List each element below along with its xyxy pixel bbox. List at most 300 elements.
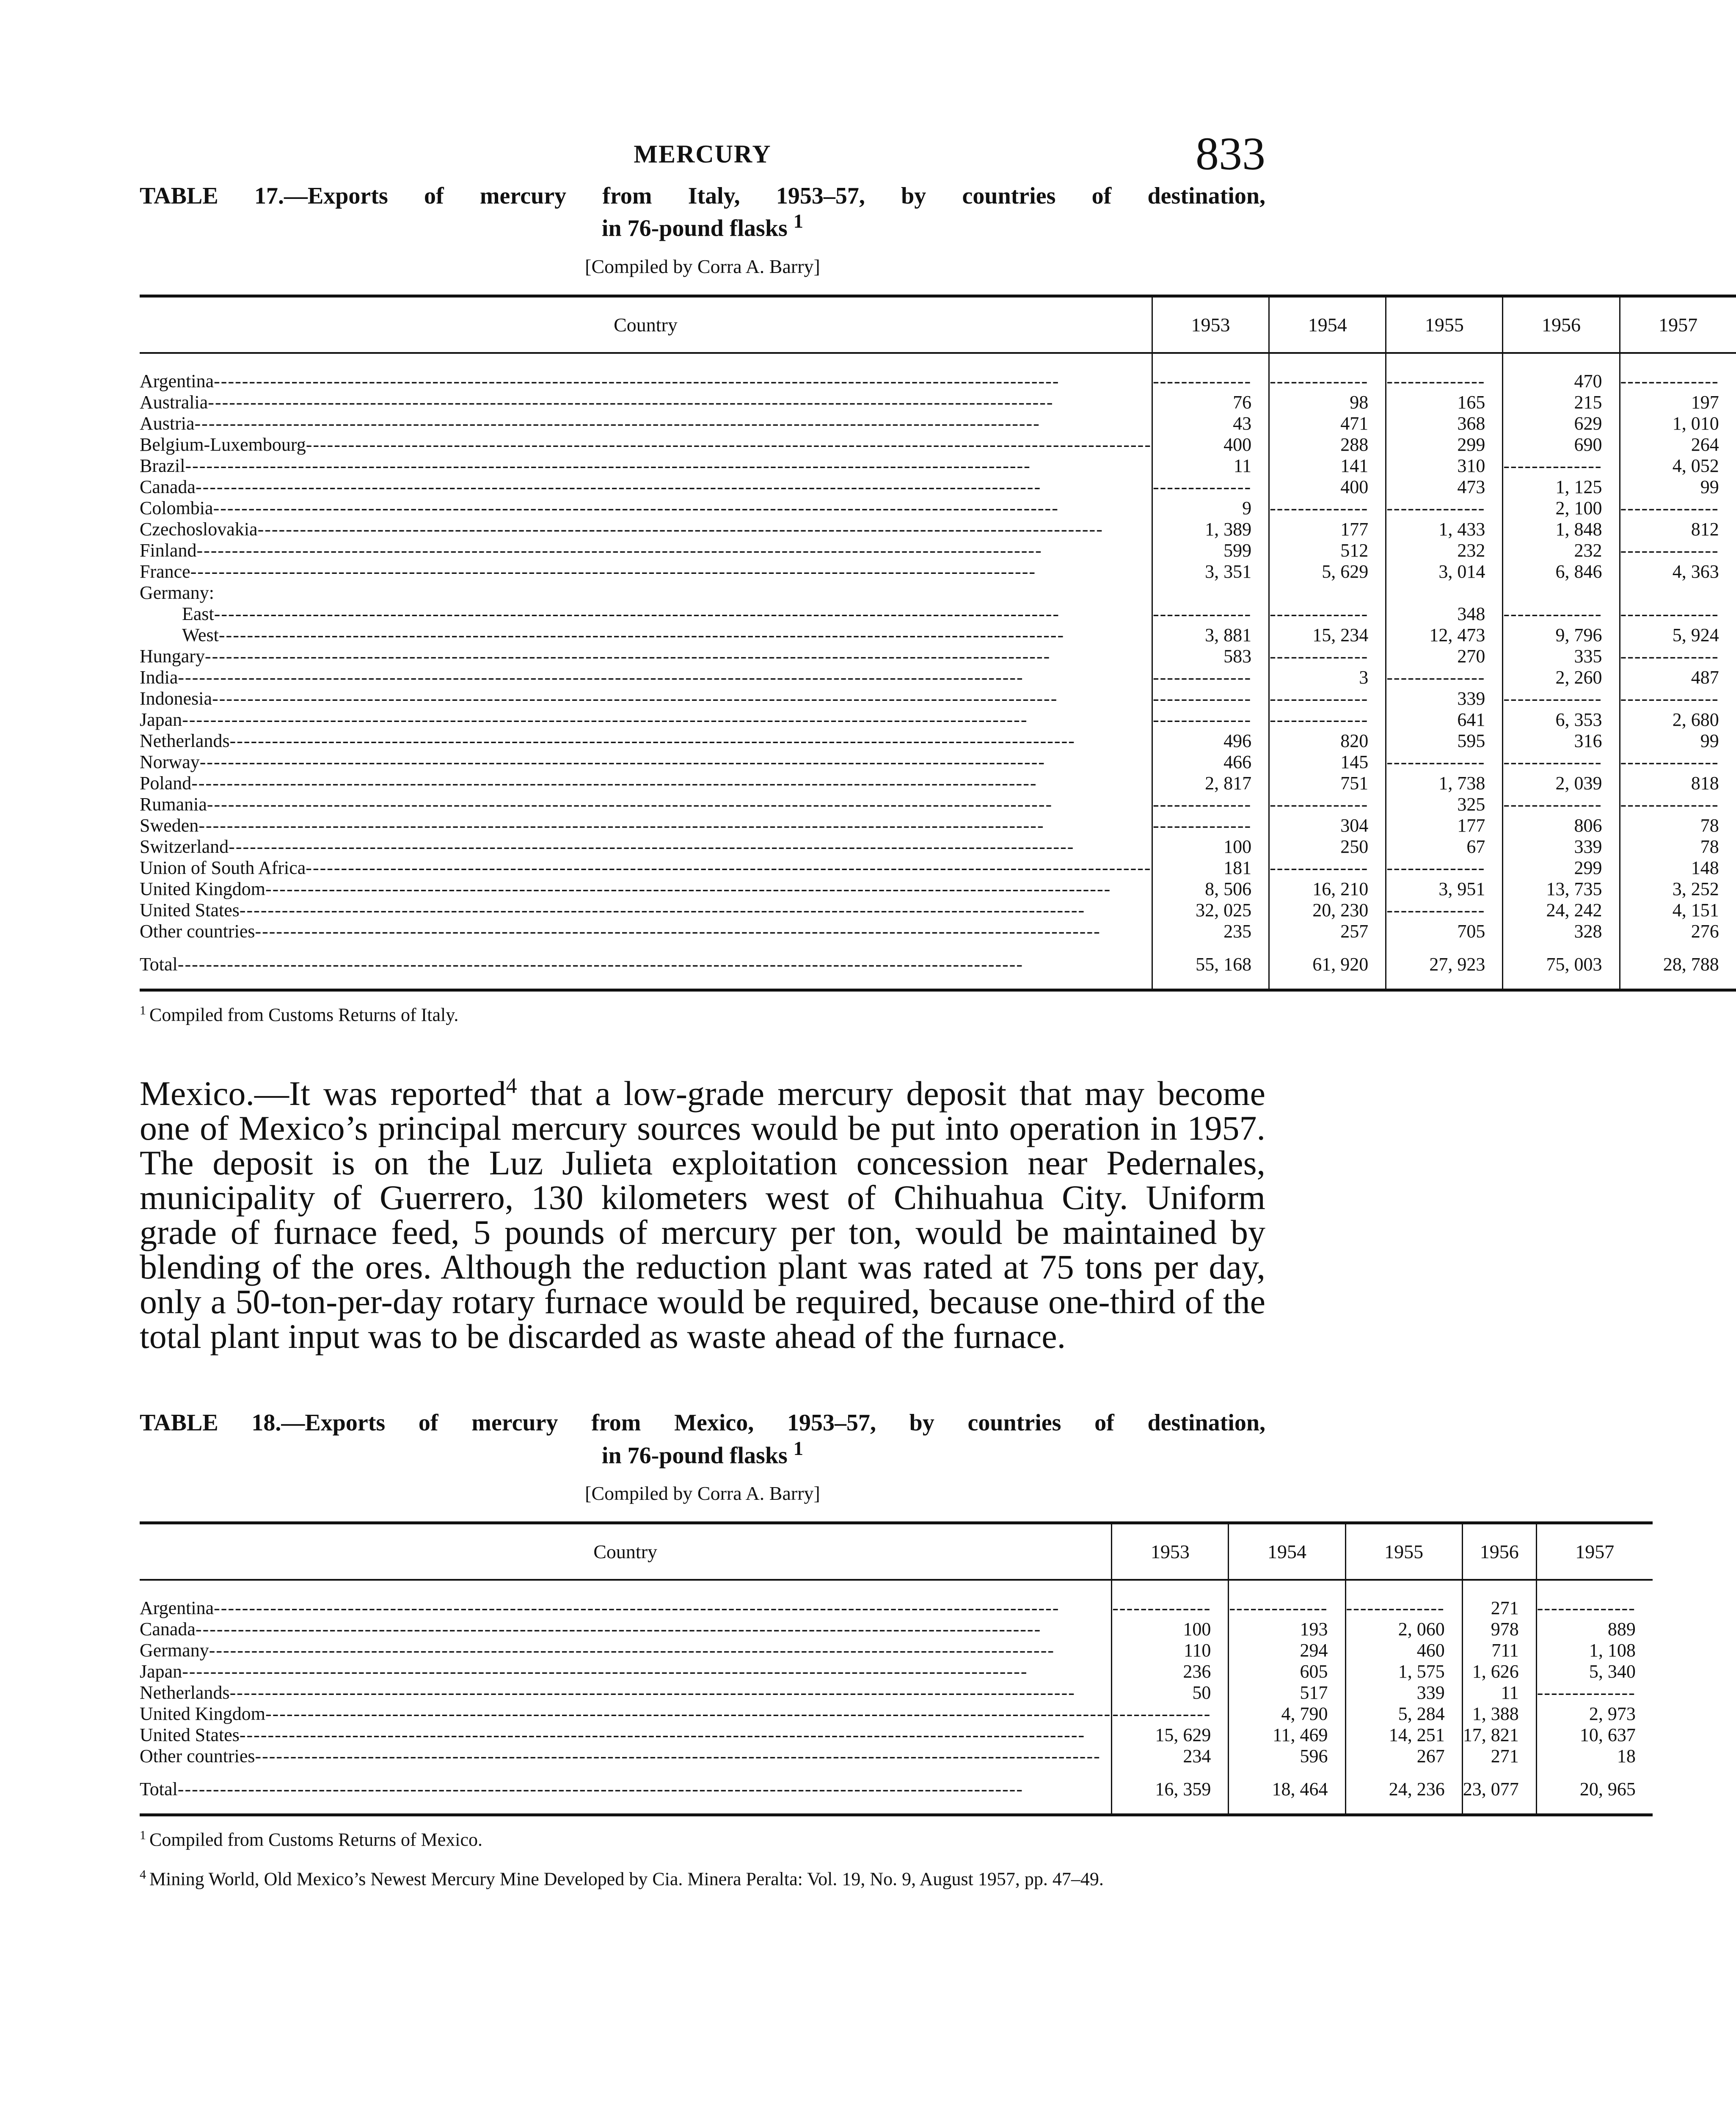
- value-cell-1957: 3, 252: [1620, 879, 1736, 900]
- mexico-paragraph: [140, 1076, 1265, 1354]
- no-data-dashes: [1270, 646, 1368, 667]
- value-cell-1957: 1, 108: [1536, 1640, 1653, 1661]
- value-cell-1957: 10, 637: [1536, 1725, 1653, 1746]
- value-cell-1954: 304: [1269, 815, 1386, 836]
- no-data-dashes: [1503, 752, 1602, 772]
- value-cell-1954: 177: [1269, 519, 1386, 540]
- country-cell: Norway -----: [140, 752, 1152, 773]
- no-data-dashes: [1620, 603, 1719, 624]
- value-cell-1953: 181: [1152, 857, 1269, 879]
- table18-total-1954: 18, 464: [1229, 1767, 1345, 1815]
- value-cell-1955: 339: [1386, 688, 1503, 709]
- value-cell-1957: [1620, 498, 1736, 519]
- value-cell-1953: 1, 389: [1152, 519, 1269, 540]
- value-cell-1955: 1, 575: [1345, 1661, 1462, 1682]
- country-cell: Canada -----: [140, 477, 1152, 498]
- table18-col-1953: 1953: [1112, 1523, 1229, 1580]
- value-cell-1957: 148: [1620, 857, 1736, 879]
- value-cell-1954: [1269, 498, 1386, 519]
- table18-total-1953: 16, 359: [1112, 1767, 1229, 1815]
- value-cell-1955: 165: [1386, 392, 1503, 413]
- country-cell: Australia -----: [140, 392, 1152, 413]
- table18-footnote: [140, 1828, 1265, 1851]
- value-cell-1953: 234: [1112, 1746, 1229, 1767]
- table17-total-1956: 75, 003: [1503, 942, 1620, 990]
- table-row: [140, 879, 1736, 900]
- value-cell-1957: 264: [1620, 434, 1736, 455]
- value-cell-1954: [1269, 582, 1386, 603]
- table-row: [140, 815, 1736, 836]
- table-row: [140, 921, 1736, 942]
- value-cell-1953: 235: [1152, 921, 1269, 942]
- value-cell-1953: 9: [1152, 498, 1269, 519]
- value-cell-1957: [1620, 582, 1736, 603]
- table17-body: [140, 353, 1736, 942]
- no-data-dashes: [1386, 752, 1485, 772]
- table-row: [140, 455, 1736, 477]
- value-cell-1953: 599: [1152, 540, 1269, 561]
- table18-total-1957: 20, 965: [1536, 1767, 1653, 1815]
- no-data-dashes: [1346, 1598, 1445, 1618]
- value-cell-1953: 76: [1152, 392, 1269, 413]
- value-cell-1957: 99: [1620, 730, 1736, 752]
- table17-total-row: [140, 942, 1736, 990]
- table17-header-row: [140, 296, 1736, 353]
- table-row: [140, 498, 1736, 519]
- value-cell-1954: [1269, 646, 1386, 667]
- table17-total-1955: 27, 923: [1386, 942, 1503, 990]
- value-cell-1954: 98: [1269, 392, 1386, 413]
- value-cell-1954: [1269, 794, 1386, 815]
- value-cell-1956: 1, 125: [1503, 477, 1620, 498]
- country-cell: Argentina -----: [140, 1580, 1112, 1619]
- table-row: [140, 1682, 1653, 1703]
- table18-body: [140, 1580, 1653, 1767]
- value-cell-1955: 267: [1345, 1746, 1462, 1767]
- value-cell-1957: 5, 924: [1620, 625, 1736, 646]
- no-data-dashes: [1270, 371, 1368, 391]
- no-data-dashes: [1153, 794, 1251, 815]
- value-cell-1957: [1536, 1682, 1653, 1703]
- no-data-dashes: [1503, 455, 1602, 476]
- no-data-dashes: [1503, 688, 1602, 709]
- value-cell-1954: 400: [1269, 477, 1386, 498]
- no-data-dashes: [1386, 667, 1485, 688]
- no-data-dashes: [1620, 688, 1719, 709]
- value-cell-1953: [1152, 603, 1269, 625]
- value-cell-1954: 294: [1229, 1640, 1345, 1661]
- value-cell-1953: 3, 351: [1152, 561, 1269, 582]
- value-cell-1955: [1386, 498, 1503, 519]
- value-cell-1955: 595: [1386, 730, 1503, 752]
- running-title: MERCURY: [634, 140, 772, 168]
- value-cell-1954: [1269, 353, 1386, 392]
- value-cell-1956: 271: [1462, 1580, 1536, 1619]
- country-cell: Canada -----: [140, 1619, 1112, 1640]
- value-cell-1955: [1386, 900, 1503, 921]
- value-cell-1957: 99: [1620, 477, 1736, 498]
- country-cell: East -----: [140, 603, 1152, 625]
- value-cell-1956: [1503, 688, 1620, 709]
- table18-total-row: [140, 1767, 1653, 1815]
- value-cell-1956: [1503, 794, 1620, 815]
- table-row: [140, 582, 1736, 603]
- value-cell-1956: 6, 846: [1503, 561, 1620, 582]
- table-row: [140, 1619, 1653, 1640]
- value-cell-1956: 24, 242: [1503, 900, 1620, 921]
- value-cell-1955: 67: [1386, 836, 1503, 857]
- no-data-dashes: [1386, 900, 1485, 920]
- value-cell-1957: [1620, 603, 1736, 625]
- table17-footnote-text: Compiled from Customs Returns of Italy.: [149, 1004, 459, 1025]
- value-cell-1953: [1152, 794, 1269, 815]
- value-cell-1953: [1152, 353, 1269, 392]
- value-cell-1953: 15, 629: [1112, 1725, 1229, 1746]
- table17-caption-line2: in 76-pound flasks: [601, 215, 788, 242]
- value-cell-1954: 145: [1269, 752, 1386, 773]
- no-data-dashes: [1620, 371, 1719, 391]
- value-cell-1953: [1112, 1580, 1229, 1619]
- value-cell-1956: 6, 353: [1503, 709, 1620, 730]
- no-data-dashes: [1153, 371, 1251, 391]
- value-cell-1955: 348: [1386, 603, 1503, 625]
- country-cell: Brazil -----: [140, 455, 1152, 477]
- table-row: [140, 477, 1736, 498]
- table-row: [140, 540, 1736, 561]
- value-cell-1955: 1, 433: [1386, 519, 1503, 540]
- value-cell-1953: 110: [1112, 1640, 1229, 1661]
- value-cell-1954: 16, 210: [1269, 879, 1386, 900]
- value-cell-1954: 596: [1229, 1746, 1345, 1767]
- value-cell-1955: 460: [1345, 1640, 1462, 1661]
- table18-footnote-text: Compiled from Customs Returns of Mexico.: [149, 1829, 483, 1850]
- table18-footnote-mark: 1: [140, 1828, 146, 1843]
- country-cell: India -----: [140, 667, 1152, 688]
- value-cell-1954: 3: [1269, 667, 1386, 688]
- value-cell-1953: 100: [1112, 1619, 1229, 1640]
- value-cell-1956: 335: [1503, 646, 1620, 667]
- value-cell-1954: 11, 469: [1229, 1725, 1345, 1746]
- country-cell: United States -----: [140, 900, 1152, 921]
- footnote-ref-4: 4: [506, 1074, 517, 1099]
- value-cell-1955: 299: [1386, 434, 1503, 455]
- value-cell-1953: [1152, 477, 1269, 498]
- value-cell-1955: 177: [1386, 815, 1503, 836]
- value-cell-1955: [1386, 582, 1503, 603]
- table18-col-country: Country: [593, 1541, 658, 1563]
- no-data-dashes: [1386, 498, 1485, 518]
- mexico-lead: Mexico.: [140, 1074, 254, 1113]
- value-cell-1957: [1620, 794, 1736, 815]
- value-cell-1953: 11: [1152, 455, 1269, 477]
- value-cell-1955: 270: [1386, 646, 1503, 667]
- table17-footnote: [140, 1003, 1265, 1026]
- value-cell-1956: 2, 039: [1503, 773, 1620, 794]
- table18-col-1954: 1954: [1229, 1523, 1345, 1580]
- table18-col-1956: 1956: [1462, 1523, 1536, 1580]
- no-data-dashes: [1537, 1682, 1636, 1703]
- value-cell-1953: 400: [1152, 434, 1269, 455]
- country-cell: Sweden -----: [140, 815, 1152, 836]
- value-cell-1954: [1229, 1580, 1345, 1619]
- no-data-dashes: [1270, 857, 1368, 878]
- no-data-dashes: [1537, 1598, 1636, 1618]
- value-cell-1954: 5, 629: [1269, 561, 1386, 582]
- value-cell-1957: [1620, 752, 1736, 773]
- no-data-dashes: [1386, 371, 1485, 391]
- value-cell-1954: 471: [1269, 413, 1386, 434]
- value-cell-1956: 13, 735: [1503, 879, 1620, 900]
- value-cell-1957: 487: [1620, 667, 1736, 688]
- value-cell-1954: 250: [1269, 836, 1386, 857]
- value-cell-1956: 2, 100: [1503, 498, 1620, 519]
- country-cell: Poland -----: [140, 773, 1152, 794]
- value-cell-1956: 1, 388: [1462, 1703, 1536, 1725]
- value-cell-1957: [1536, 1580, 1653, 1619]
- no-data-dashes: [1620, 540, 1719, 561]
- no-data-dashes: [1153, 603, 1251, 624]
- table-row: [140, 413, 1736, 434]
- value-cell-1957: 18: [1536, 1746, 1653, 1767]
- value-cell-1954: 512: [1269, 540, 1386, 561]
- value-cell-1956: 271: [1462, 1746, 1536, 1767]
- value-cell-1955: 339: [1345, 1682, 1462, 1703]
- value-cell-1955: 3, 014: [1386, 561, 1503, 582]
- table17-credit: [Compiled by Corra A. Barry]: [585, 255, 820, 277]
- value-cell-1956: [1503, 752, 1620, 773]
- table-row: [140, 434, 1736, 455]
- table-row: [140, 519, 1736, 540]
- value-cell-1956: 690: [1503, 434, 1620, 455]
- country-cell: Argentina -----: [140, 353, 1152, 392]
- country-cell: Other countries -----: [140, 921, 1152, 942]
- table18-total-1955: 24, 236: [1345, 1767, 1462, 1815]
- value-cell-1956: 215: [1503, 392, 1620, 413]
- value-cell-1955: 325: [1386, 794, 1503, 815]
- no-data-dashes: [1503, 794, 1602, 815]
- no-data-dashes: [1270, 688, 1368, 709]
- table-row: [140, 709, 1736, 730]
- table18-caption-line2: in 76-pound flasks: [601, 1442, 788, 1469]
- value-cell-1953: 43: [1152, 413, 1269, 434]
- value-cell-1953: 496: [1152, 730, 1269, 752]
- value-cell-1957: 197: [1620, 392, 1736, 413]
- value-cell-1955: 12, 473: [1386, 625, 1503, 646]
- value-cell-1957: 276: [1620, 921, 1736, 942]
- value-cell-1954: 15, 234: [1269, 625, 1386, 646]
- table17-total-1953: 55, 168: [1152, 942, 1269, 990]
- country-cell: Colombia -----: [140, 498, 1152, 519]
- table17-caption-note-ref: 1: [793, 210, 804, 233]
- value-cell-1953: [1152, 709, 1269, 730]
- country-cell: Japan -----: [140, 1661, 1112, 1682]
- value-cell-1953: 466: [1152, 752, 1269, 773]
- value-cell-1953: 236: [1112, 1661, 1229, 1682]
- value-cell-1956: 629: [1503, 413, 1620, 434]
- no-data-dashes: [1620, 752, 1719, 772]
- country-cell: West -----: [140, 625, 1152, 646]
- no-data-dashes: [1620, 498, 1719, 518]
- value-cell-1954: [1269, 857, 1386, 879]
- value-cell-1953: 583: [1152, 646, 1269, 667]
- value-cell-1957: 889: [1536, 1619, 1653, 1640]
- value-cell-1957: 812: [1620, 519, 1736, 540]
- mexico-text-before-ref: —It was reported: [254, 1074, 506, 1113]
- value-cell-1955: 2, 060: [1345, 1619, 1462, 1640]
- value-cell-1954: 193: [1229, 1619, 1345, 1640]
- country-cell: Hungary -----: [140, 646, 1152, 667]
- value-cell-1955: 3, 951: [1386, 879, 1503, 900]
- value-cell-1953: 50: [1112, 1682, 1229, 1703]
- country-cell: Japan -----: [140, 709, 1152, 730]
- value-cell-1955: [1386, 353, 1503, 392]
- value-cell-1957: 4, 052: [1620, 455, 1736, 477]
- table17-col-1957: 1957: [1620, 296, 1736, 353]
- value-cell-1957: 78: [1620, 836, 1736, 857]
- table18-total-1956: 23, 077: [1462, 1767, 1536, 1815]
- table-row: [140, 688, 1736, 709]
- value-cell-1956: [1503, 455, 1620, 477]
- value-cell-1955: 705: [1386, 921, 1503, 942]
- table18-caption-line1: TABLE 18.—Exports of mercury from Mexico, 1953–57, by countries of destination,: [140, 1410, 1265, 1436]
- value-cell-1954: 288: [1269, 434, 1386, 455]
- value-cell-1956: 339: [1503, 836, 1620, 857]
- value-cell-1957: [1620, 646, 1736, 667]
- table17-total-1957: 28, 788: [1620, 942, 1736, 990]
- value-cell-1954: 257: [1269, 921, 1386, 942]
- table17-total-label: Total -----: [140, 942, 1152, 990]
- page-footnote: [140, 1868, 1265, 1890]
- value-cell-1957: 2, 680: [1620, 709, 1736, 730]
- document-page: [140, 127, 1719, 1890]
- value-cell-1954: 4, 790: [1229, 1703, 1345, 1725]
- value-cell-1953: 3, 881: [1152, 625, 1269, 646]
- value-cell-1953: 32, 025: [1152, 900, 1269, 921]
- table17-col-1955: 1955: [1386, 296, 1503, 353]
- value-cell-1956: 1, 626: [1462, 1661, 1536, 1682]
- table17-col-1956: 1956: [1503, 296, 1620, 353]
- country-cell: Netherlands -----: [140, 730, 1152, 752]
- value-cell-1957: 4, 363: [1620, 561, 1736, 582]
- no-data-dashes: [1112, 1598, 1211, 1618]
- country-cell: Czechoslovakia -----: [140, 519, 1152, 540]
- table-row: [140, 667, 1736, 688]
- value-cell-1954: [1269, 688, 1386, 709]
- value-cell-1953: [1152, 667, 1269, 688]
- no-data-dashes: [1620, 646, 1719, 667]
- value-cell-1956: 2, 260: [1503, 667, 1620, 688]
- table17-col-1954: 1954: [1269, 296, 1386, 353]
- table17-footnote-mark: 1: [140, 1003, 146, 1017]
- value-cell-1954: [1269, 603, 1386, 625]
- no-data-dashes: [1153, 477, 1251, 497]
- value-cell-1956: [1503, 582, 1620, 603]
- no-data-dashes: [1270, 794, 1368, 815]
- table18-col-1957: 1957: [1536, 1523, 1653, 1580]
- value-cell-1957: 818: [1620, 773, 1736, 794]
- value-cell-1954: 517: [1229, 1682, 1345, 1703]
- no-data-dashes: [1270, 498, 1368, 518]
- no-data-dashes: [1386, 857, 1485, 878]
- no-data-dashes: [1503, 603, 1602, 624]
- value-cell-1953: 100: [1152, 836, 1269, 857]
- country-cell: Finland -----: [140, 540, 1152, 561]
- value-cell-1955: 473: [1386, 477, 1503, 498]
- table-row: [140, 794, 1736, 815]
- country-cell: Germany -----: [140, 1640, 1112, 1661]
- page-footnote-mark: 4: [140, 1867, 146, 1882]
- country-cell: France -----: [140, 561, 1152, 582]
- table-row: [140, 1661, 1653, 1682]
- value-cell-1956: 17, 821: [1462, 1725, 1536, 1746]
- country-cell: Other countries -----: [140, 1746, 1112, 1767]
- value-cell-1956: 1, 848: [1503, 519, 1620, 540]
- mexico-text: that a low-grade mercury deposit that may become one of Mexico’s principal mercury sources would be put into operation in 1957. The deposit is on the Luz Julieta exploitation concession near Pedernales, municipality of Guerrero, 130 kilometers west of Chihuahua City. Uniform grade of furnace feed, 5 pounds of mercury per ton, would be maintained by blending of the ores. Although the reduction plant was rated at 75 tons per day, only a 50-ton-per-day rotary furnace would be required, because one-third of the total plant input was to be discarded as waste ahead of the furnace.: [140, 1074, 1265, 1356]
- running-head: [140, 127, 1265, 182]
- table-row: [140, 900, 1736, 921]
- table18-total-label: Total -----: [140, 1767, 1112, 1815]
- no-data-dashes: [1153, 815, 1251, 836]
- value-cell-1953: [1152, 815, 1269, 836]
- value-cell-1955: 5, 284: [1345, 1703, 1462, 1725]
- no-data-dashes: [1229, 1598, 1328, 1618]
- value-cell-1953: [1152, 688, 1269, 709]
- value-cell-1957: 5, 340: [1536, 1661, 1653, 1682]
- country-cell: Switzerland -----: [140, 836, 1152, 857]
- table18-header-row: [140, 1523, 1653, 1580]
- no-data-dashes: [1270, 709, 1368, 730]
- value-cell-1955: [1386, 857, 1503, 879]
- country-cell: Germany:: [140, 582, 214, 603]
- no-data-dashes: [1153, 688, 1251, 709]
- table18-caption-note-ref: 1: [793, 1437, 804, 1460]
- table-row: [140, 752, 1736, 773]
- value-cell-1956: 978: [1462, 1619, 1536, 1640]
- country-cell: Indonesia -----: [140, 688, 1152, 709]
- value-cell-1955: [1345, 1580, 1462, 1619]
- value-cell-1957: 2, 973: [1536, 1703, 1653, 1725]
- value-cell-1953: [1152, 582, 1269, 603]
- value-cell-1956: 711: [1462, 1640, 1536, 1661]
- no-data-dashes: [1153, 709, 1251, 730]
- table17-col-country: Country: [614, 314, 678, 336]
- table-row: [140, 1725, 1653, 1746]
- value-cell-1955: [1386, 752, 1503, 773]
- country-cell: Netherlands -----: [140, 1682, 1112, 1703]
- country-cell: United Kingdom -----: [140, 879, 1152, 900]
- value-cell-1956: 232: [1503, 540, 1620, 561]
- no-data-dashes: [1153, 667, 1251, 688]
- value-cell-1954: 751: [1269, 773, 1386, 794]
- page-footnote-text: Mining World, Old Mexico’s Newest Mercury Mine Developed by Cia. Minera Peralta: Vol. 19, No. 9, August 1957, pp. 47–49.: [149, 1868, 1104, 1890]
- value-cell-1956: 299: [1503, 857, 1620, 879]
- value-cell-1954: 820: [1269, 730, 1386, 752]
- table18: [140, 1521, 1653, 1816]
- no-data-dashes: [1270, 603, 1368, 624]
- table-row: [140, 730, 1736, 752]
- table-row: [140, 857, 1736, 879]
- table18-col-1955: 1955: [1345, 1523, 1462, 1580]
- value-cell-1954: 141: [1269, 455, 1386, 477]
- country-cell: Austria -----: [140, 413, 1152, 434]
- value-cell-1955: [1386, 667, 1503, 688]
- value-cell-1956: 328: [1503, 921, 1620, 942]
- value-cell-1955: 368: [1386, 413, 1503, 434]
- table17-col-1953: 1953: [1152, 296, 1269, 353]
- value-cell-1956: 9, 796: [1503, 625, 1620, 646]
- table17-total-1954: 61, 920: [1269, 942, 1386, 990]
- value-cell-1954: [1269, 709, 1386, 730]
